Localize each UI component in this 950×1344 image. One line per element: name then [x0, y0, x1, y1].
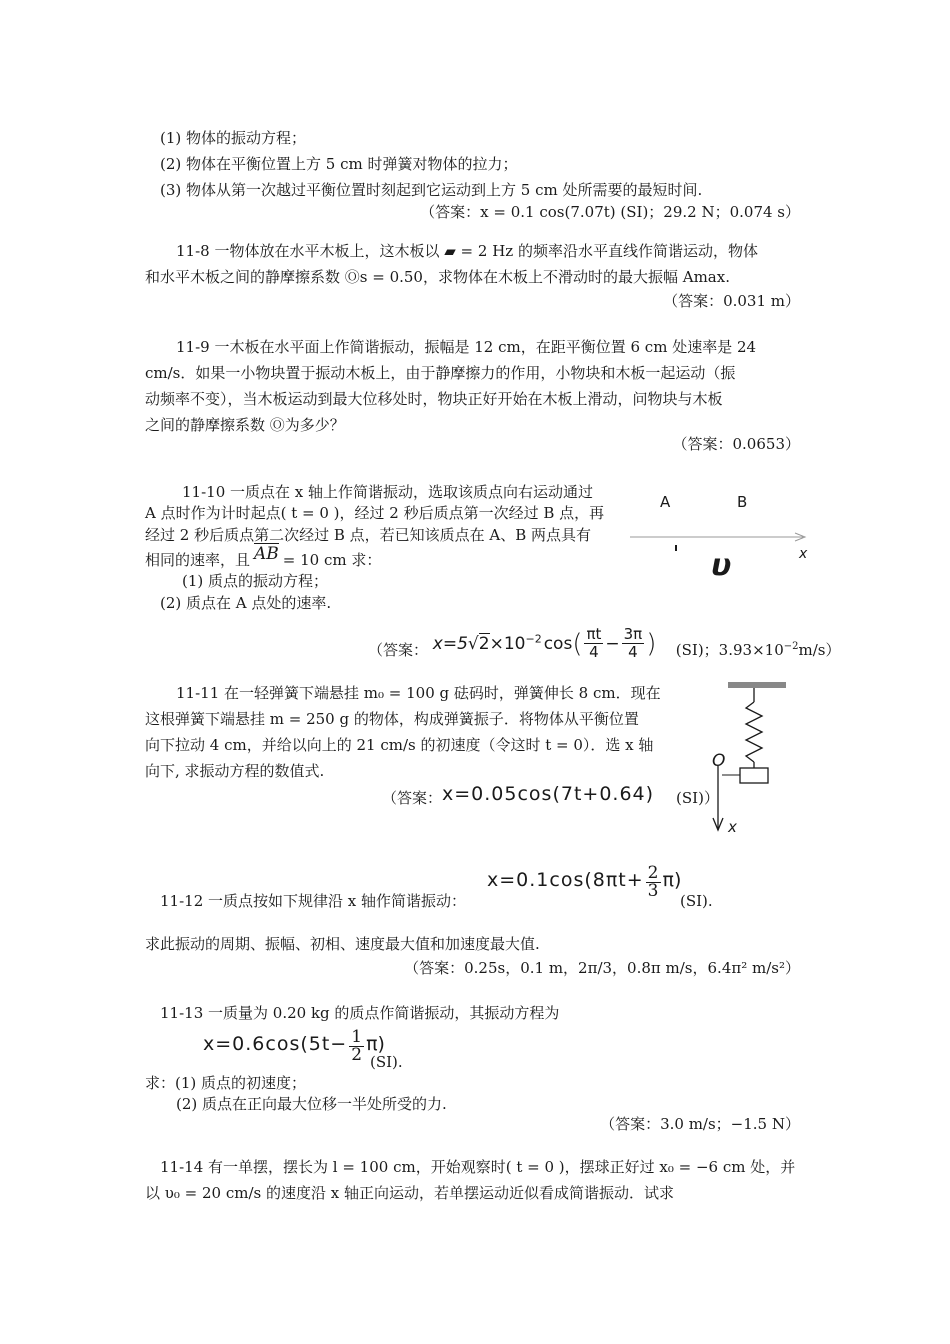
mass-block — [740, 768, 768, 783]
problem-11-12-line-2: 求此振动的周期、振幅、初相、速度最大值和加速度最大值. — [145, 935, 540, 953]
answer-suffix-exp: −2 — [783, 640, 799, 652]
problem-11-13-si: (SI). — [370, 1053, 403, 1071]
problem-11-7-item-2: (2) 物体在平衡位置上方 5 cm 时弹簧对物体的拉力； — [160, 155, 518, 173]
x-label: x — [728, 818, 737, 836]
paren-open: ( — [572, 628, 583, 659]
problem-11-13-equation — [203, 1024, 385, 1065]
sqrt-arg: 2 — [478, 633, 490, 654]
eq-cos: cos — [543, 633, 573, 654]
eq-part-b: π) — [366, 1033, 385, 1055]
problem-11-9-line-1: 11-9 一木板在水平面上作简谐振动，振幅是 12 cm，在距平衡位置 6 cm 处速率是 24 — [176, 338, 757, 356]
problem-11-10-line-4 — [145, 544, 382, 570]
eq-exp: −2 — [525, 632, 542, 645]
problem-11-11-line-4: 向下, 求振动方程的数值式. — [145, 762, 325, 780]
fraction-2-num: 3π — [623, 625, 643, 644]
problem-11-8-line-2: 和水平木板之间的静摩擦系数 Ⓞs = 0.50，求物体在木板上不滑动时的最大振幅 Amax. — [145, 268, 730, 286]
velocity-symbol: υ — [711, 548, 732, 580]
label-x: x — [799, 546, 808, 562]
problem-11-14-line-2: 以 υ₀ = 20 cm/s 的速度沿 x 轴正向运动，若单摆运动近似看成简谐振动．试求 — [145, 1184, 675, 1202]
eq-fraction-den: 2 — [351, 1044, 363, 1065]
problem-11-8-answer: （答案：0.031 m） — [663, 292, 800, 310]
answer-prefix: （答案： — [368, 640, 429, 659]
problem-11-8-line-1: 11-8 一物体放在水平木板上，这木板以 ▰ = 2 Hz 的频率沿水平直线作简谐运动，物体 — [176, 242, 758, 260]
problem-11-11-line-3: 向下拉动 4 cm，并给以向上的 21 cm/s 的初速度（令这时 t = 0）．选 x 轴 — [145, 736, 654, 754]
eq-fraction-num: 1 — [351, 1026, 363, 1047]
problem-11-9-line-2: cm/s．如果一小物块置于振动木板上，由于静摩擦力的作用，小物块和木板一起运动（振 — [145, 364, 736, 382]
problem-11-9-line-4: 之间的静摩擦系数 Ⓞ为多少？ — [145, 416, 345, 434]
eq-part-a: x=0.1cos(8πt+ — [487, 869, 644, 891]
eq-mid: ×10 — [489, 633, 526, 654]
problem-11-10-line-2: A 点时作为计时起点( t = 0 )，经过 2 秒后质点第一次经过 B 点，再 — [145, 504, 605, 522]
problem-11-10-item-1: (1) 质点的振动方程； — [182, 572, 329, 590]
eq-fraction — [349, 1026, 364, 1065]
eq-part-a: x=0.6cos(5t− — [203, 1033, 348, 1055]
problem-11-14-line-1: 11-14 有一单摆，摆长为 l = 100 cm，开始观察时( t = 0 )，摆球正好过 x₀ = −6 cm 处，并 — [160, 1158, 796, 1176]
problem-11-7-answer: （答案：x = 0.1 cos(7.07t) (SI)；29.2 N；0.074 s） — [420, 203, 800, 221]
sqrt-sign: √ — [467, 633, 479, 654]
eq-part-b: π) — [662, 869, 682, 891]
eq-minus: − — [605, 633, 620, 654]
problem-11-12-answer: （答案：0.25s，0.1 m，2π/3，0.8π m/s，6.4π² m/s²） — [404, 959, 800, 977]
fraction-1-num: πt — [586, 625, 602, 644]
problem-11-10-line-1: 11-10 一质点在 x 轴上作简谐振动，选取该质点向右运动通过 — [182, 483, 594, 501]
problem-11-10-line-3: 经过 2 秒后质点第二次经过 B 点，若已知该质点在 A、B 两点具有 — [145, 526, 592, 544]
fraction-2 — [622, 626, 645, 661]
problem-11-12-si: (SI). — [680, 892, 713, 910]
answer-equation — [432, 625, 662, 662]
eq-lhs: x=5 — [432, 633, 468, 654]
problem-11-9-answer: （答案：0.0653） — [672, 435, 800, 453]
eq-fraction-den: 3 — [647, 880, 659, 901]
problem-11-12-equation — [487, 860, 681, 901]
answer-equation: x=0.05cos(7t+0.64) — [442, 783, 655, 805]
fraction-1-den: 4 — [589, 643, 599, 662]
paren-close: ) — [646, 628, 657, 659]
answer-suffix-end: m/s） — [798, 640, 841, 659]
problem-11-7-item-1: (1) 物体的振动方程； — [160, 129, 307, 147]
answer-suffix — [676, 641, 841, 659]
problem-11-11-answer — [382, 780, 719, 809]
label-a: A — [660, 493, 671, 511]
problem-11-12-line-1: 11-12 一质点按如下规律沿 x 轴作简谐振动： — [160, 892, 467, 910]
problem-11-10-answer — [368, 622, 840, 661]
eq-fraction — [646, 862, 661, 901]
line-4-text: 相同的速率，且 — [145, 551, 251, 569]
ab-axis-figure — [625, 485, 815, 580]
problem-11-11-line-1: 11-11 在一轻弹簧下端悬挂 m₀ = 100 g 砝码时，弹簧伸长 8 cm．现在 — [176, 684, 661, 702]
problem-11-13-answer: （答案：3.0 m/s；−1.5 N） — [600, 1115, 800, 1133]
problem-11-10-item-2: (2) 质点在 A 点处的速率. — [160, 594, 332, 612]
problem-11-13-item-1: 求：(1) 质点的初速度； — [145, 1074, 307, 1092]
problem-11-11-line-2: 这根弹簧下端悬挂 m = 250 g 的物体，构成弹簧振子．将物体从平衡位置 — [145, 710, 639, 728]
spring-coil — [746, 702, 762, 762]
origin-label: O — [712, 751, 726, 771]
label-b: B — [737, 493, 748, 511]
spring-figure — [700, 678, 800, 838]
problem-11-9-line-3: 动频率不变），当木板运动到最大位移处时，物块正好开始在木板上滑动，问物块与木板 — [145, 390, 723, 408]
answer-prefix: （答案： — [382, 789, 443, 807]
answer-suffix-text: (SI)；3.93×10 — [675, 640, 784, 659]
ceiling — [728, 682, 786, 688]
fraction-2-den: 4 — [628, 643, 638, 662]
fraction-1 — [584, 626, 603, 661]
point-a-mark — [675, 545, 677, 551]
problem-11-7-item-3: (3) 物体从第一次越过平衡位置时刻起到它运动到上方 5 cm 处所需要的最短时间. — [160, 181, 703, 199]
segment-ab: AB — [254, 544, 279, 564]
line-4-end: = 10 cm 求： — [282, 551, 382, 569]
problem-11-13-item-2: (2) 质点在正向最大位移一半处所受的力. — [176, 1095, 447, 1113]
answer-suffix: (SI)） — [676, 789, 719, 807]
eq-fraction-num: 2 — [647, 862, 659, 883]
problem-11-13-line-1: 11-13 一质量为 0.20 kg 的质点作简谐振动，其振动方程为 — [160, 1004, 560, 1022]
